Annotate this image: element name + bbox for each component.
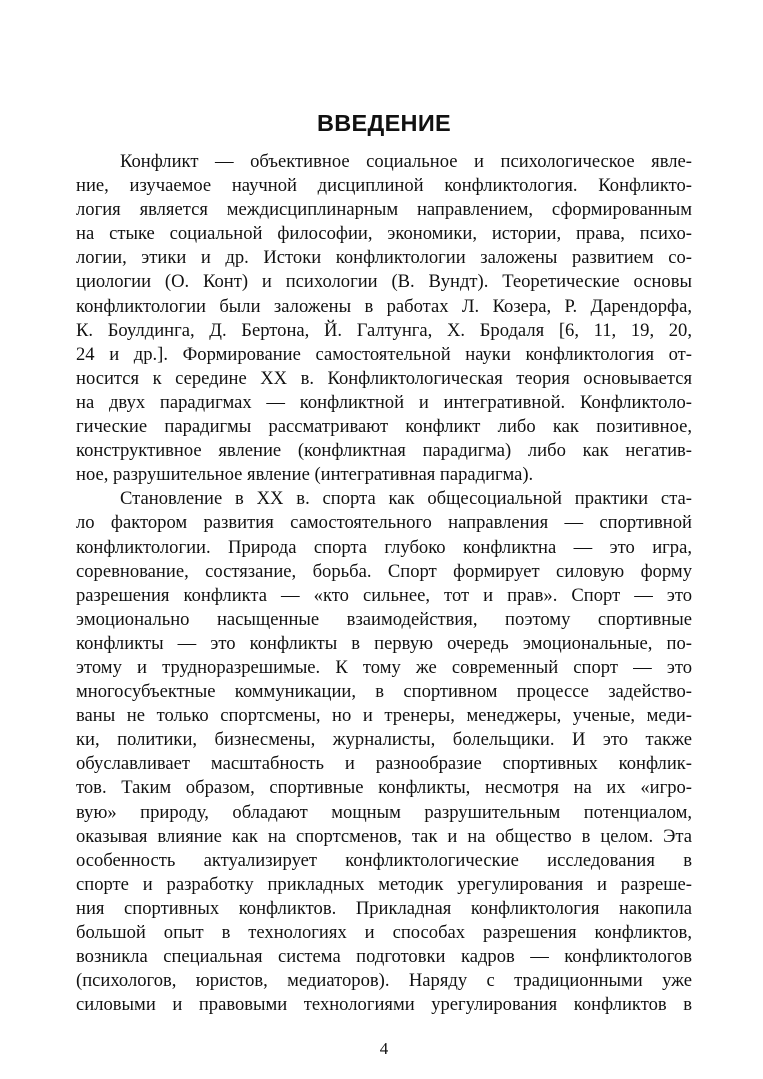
- text-line: ние, изучаемое научной дисциплиной конфликтология. Конфликто-: [76, 175, 692, 197]
- text-line: спорте и разработку прикладных методик урегулирования и разреше-: [76, 873, 692, 895]
- text-line: на стыке социальной философии, экономики, истории, права, психо-: [76, 223, 692, 245]
- text-line: разрешения конфликта — «кто сильнее, тот и прав». Спорт — это: [76, 584, 692, 606]
- text-line: многосубъектные коммуникации, в спортивном процессе задейство-: [76, 681, 692, 703]
- page-number: 4: [379, 1039, 389, 1058]
- text-line: Становление в XX в. спорта как общесоциальной практики ста-: [120, 488, 692, 510]
- text-line: соревнование, состязание, борьба. Спорт формирует силовую форму: [76, 560, 692, 582]
- text-line: силовыми и правовыми технологиями урегулирования конфликтов в: [76, 994, 692, 1016]
- text-line: гические парадигмы рассматривают конфликт либо как позитивное,: [76, 416, 692, 438]
- text-line: эмоционально насыщенные взаимодействия, поэтому спортивные: [76, 608, 692, 630]
- text-line: особенность актуализирует конфликтологические исследования в: [76, 849, 692, 871]
- text-line: (психологов, юристов, медиаторов). Наряду с традиционными уже: [76, 970, 692, 992]
- text-line: этому и трудноразрешимые. К тому же современный спорт — это: [76, 656, 692, 678]
- text-line: большой опыт в технологиях и способах разрешения конфликтов,: [76, 922, 692, 943]
- text-line: логия является междисциплинарным направлением, сформированным: [76, 199, 692, 221]
- text-line: конфликтологии. Природа спорта глубоко конфликтна — это игра,: [76, 536, 692, 558]
- text-line: возникла специальная система подготовки кадров — конфликтологов: [76, 946, 692, 968]
- text-line: циологии (О. Конт) и психологии (В. Вундт). Теоретические основы: [76, 271, 692, 293]
- document-page: [76, 0, 692, 1079]
- text-line: тов. Таким образом, спортивные конфликты, несмотря на их «игро-: [76, 777, 692, 799]
- paragraph-1: [76, 150, 692, 487]
- text-line: на двух парадигмах — конфликтной и интегративной. Конфликтоло-: [76, 391, 692, 413]
- text-line: К. Боулдинга, Д. Бертона, Й. Галтунга, Х. Бродаля [6, 11, 19, 20,: [76, 319, 692, 341]
- text-line: 24 и др.]. Формирование самостоятельной науки конфликтология от-: [76, 343, 692, 365]
- text-line: ния спортивных конфликтов. Прикладная конфликтология накопила: [76, 897, 692, 919]
- text-line: ваны не только спортсмены, но и тренеры, менеджеры, ученые, меди-: [76, 705, 692, 727]
- text-line: оказывая влияние как на спортсменов, так и на общество в целом. Эта: [76, 825, 692, 847]
- text-line: логии, этики и др. Истоки конфликтологии заложены развитием со-: [76, 247, 692, 269]
- page-title: ВВЕДЕНИЕ: [317, 110, 451, 136]
- text-line: носится к середине XX в. Конфликтологическая теория основывается: [76, 367, 692, 389]
- text-line: ное, разрушительное явление (интегративная парадигма).: [76, 464, 534, 486]
- body-text: [76, 150, 692, 1017]
- text-line: Конфликт — объективное социальное и психологическое явле-: [120, 151, 692, 172]
- paragraph-2: [76, 487, 692, 1017]
- text-line: обуславливает масштабность и разнообразие спортивных конфлик-: [76, 753, 692, 775]
- text-line: конструктивное явление (конфликтная парадигма) либо как негатив-: [76, 440, 692, 462]
- text-line: конфликтологии были заложены в работах Л. Козера, Р. Дарендорфа,: [76, 295, 692, 317]
- text-line: конфликты — это конфликты в первую очередь эмоциональные, по-: [76, 632, 692, 654]
- text-line: ло фактором развития самостоятельного направления — спортивной: [76, 512, 692, 534]
- text-line: ки, политики, бизнесмены, журналисты, болельщики. И это также: [76, 729, 692, 751]
- text-line: вую» природу, обладают мощным разрушительным потенциалом,: [76, 801, 692, 823]
